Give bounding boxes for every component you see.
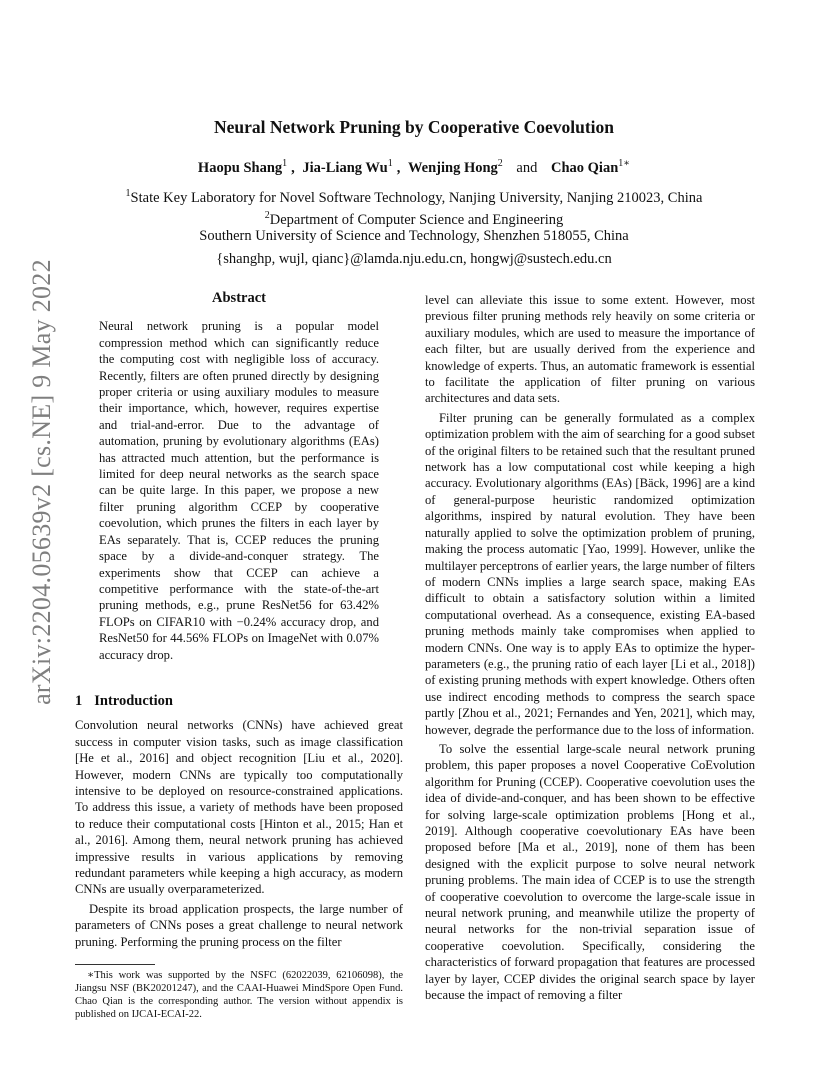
affiliation-2-line-2: Southern University of Science and Technology, Shenzhen 518055, China: [199, 228, 629, 245]
abstract-heading: Abstract: [212, 290, 266, 306]
right-paragraph-3: To solve the essential large-scale neural network pruning problem, this paper proposes a novel Cooperative CoEvolution algorithm for Pruning (CCEP). Cooperative coevolution uses the idea of divide-and-conquer, and has been shown to be effective for solving large-scale optimization problems [Hong et al., 2019]. Although cooperative coevolutionary EAs have been proposed before [Ma et al., 2019], none of them has been designed with the explicit purpose to solve neural network pruning problems. The main idea of CCEP is to use the strength of cooperative coevolution to overcome the large-scale issue in neural network pruning, and meanwhile utilize the property of neural networks for the non-trivial separation issue of cooperative coevolution. Specifically, considering the characteristics of forward propagation that features are processed layer by layer, CCEP divides the original search space by layer because the impact of removing a filter: [425, 741, 755, 1003]
abstract-text: Neural network pruning is a popular model compression method which can significantly reduce the computing cost with negligible loss of accuracy. Recently, filters are often pruned directly by designing proper criteria or using auxiliary modules to measure their importance, which, however, requires expertise and trial-and-error. Due to the advantage of automation, pruning by evolutionary algorithms (EAs) has attracted much attention, but the performance is limited for deep neural networks as the search space can be quite large. In this paper, we propose a new filter pruning algorithm CCEP by cooperative coevolution, which prunes the filters in each layer by EAs separately. That is, CCEP reduces the pruning space by a divide-and-conquer strategy. The experiments show that CCEP can achieve a competitive performance with the state-of-the-art pruning methods, e.g., prune ResNet56 for 63.42% FLOPs on CIFAR10 with −0.24% accuracy drop, and ResNet50 for 44.56% FLOPs on ImageNet with 0.07% accuracy drop.: [99, 319, 379, 662]
right-paragraph-2: Filter pruning can be generally formulated as a complex optimization problem with the aim of searching for a good subset of the original filters to be retained such that the resultant pruned network has a low computational cost while keeping a high accuracy. Evolutionary algorithms (EAs) [Bäck, 1996] are a kind of general-purpose heuristic randomized optimization algorithms, inspired by natural evolution. They have been naturally applied to solve the optimization problem of pruning, making the process automatic [Yao, 1999]. However, unlike the multilayer perceptrons of earlier years, the large number of filters of modern CNNs implies a large search space, making EAs difficult to obtain a satisfactory solution within a limited computational overhead. As a consequence, existing EA-based pruning methods mainly take compromises when applied to modern CNNs. One way is to apply EAs to optimize the hyper-parameters (e.g., the pruning ratio of each layer [Li et al., 2018]) of existing pruning methods with expert knowledge. Others often use indirect encoding methods to compress the search space partly [Zhou et al., 2021; Fernandes and Yen, 2021], which may, however, degrade the performance due to the loss of information.: [425, 410, 755, 737]
right-paragraph-1: level can alleviate this issue to some extent. However, most previous filter pruning methods rely heavily on some criteria or auxiliary modules, which are used to measure the importance of each filter, but are usually derived from the experience and knowledge of experts. Thus, an automatic framework is essential to facilitate the application of filter pruning on various architectures and data sets.: [425, 293, 755, 406]
author: Haopu Shang$^1$: [197, 158, 288, 176]
intro-paragraph-1: Convolution neural networks (CNNs) have achieved great success in computer vision tasks, such as image classification [He et al., 2016] and object recognition [Liu et al., 2020]. However, modern CNNs are typically too computationally intensive to be deployed on resource-constrained applications. To address this issue, a variety of methods have been proposed to reduce their computational costs [Hinton et al., 2015; Han et al., 2016]. Among them, neural network pruning has achieved impressive results in various applications by removing redundant parameters while keeping a high accuracy, as modern CNNs are usually overparameterized.: [75, 718, 403, 897]
author: Jia-Liang Wu$^1$: [302, 158, 393, 176]
arxiv-stamp: arXiv:2204.05639v2 [cs.NE] 9 May 2022: [27, 259, 56, 705]
author: Wenjing Hong$^2$: [407, 158, 503, 176]
right-column: [425, 292, 755, 1003]
left-column: [75, 290, 403, 1021]
affiliation-1: $^1$State Key Laboratory for Novel Software Technology, Nanjing University, Nanjing 210023, China: [125, 187, 703, 206]
footnote-rule: [75, 964, 155, 965]
author-emails: {shanghp, wujl, qianc}@lamda.nju.edu.cn, hongwj@sustech.edu.cn: [216, 251, 612, 268]
author-list: Haopu Shang$^1$ , Jia-Liang Wu$^1$ , Wenjing Hong$^2$ and Chao Qian$^{1∗}$: [197, 158, 631, 176]
title-block: [0, 117, 828, 268]
and-word: and: [516, 159, 538, 176]
intro-paragraph-2: Despite its broad application prospects, the large number of parameters of CNNs poses a great challenge to neural network pruning. Performing the pruning process on the filter: [75, 901, 403, 949]
affiliation-2: $^2$Department of Computer Science and Engineering: [264, 209, 564, 228]
section-heading-introduction: 1 Introduction: [75, 692, 173, 709]
author: Chao Qian$^{1∗}$: [550, 158, 631, 176]
paper-title: Neural Network Pruning by Cooperative Coevolution: [213, 117, 615, 137]
footnote: ∗This work was supported by the NSFC (62022039, 62106098), the Jiangsu NSF (BK20201247), and the CAAI-Huawei MindSpore Open Fund. Chao Qian is the corresponding author. The version without appendix is published on IJCAI-ECAI-22.: [75, 970, 403, 1021]
